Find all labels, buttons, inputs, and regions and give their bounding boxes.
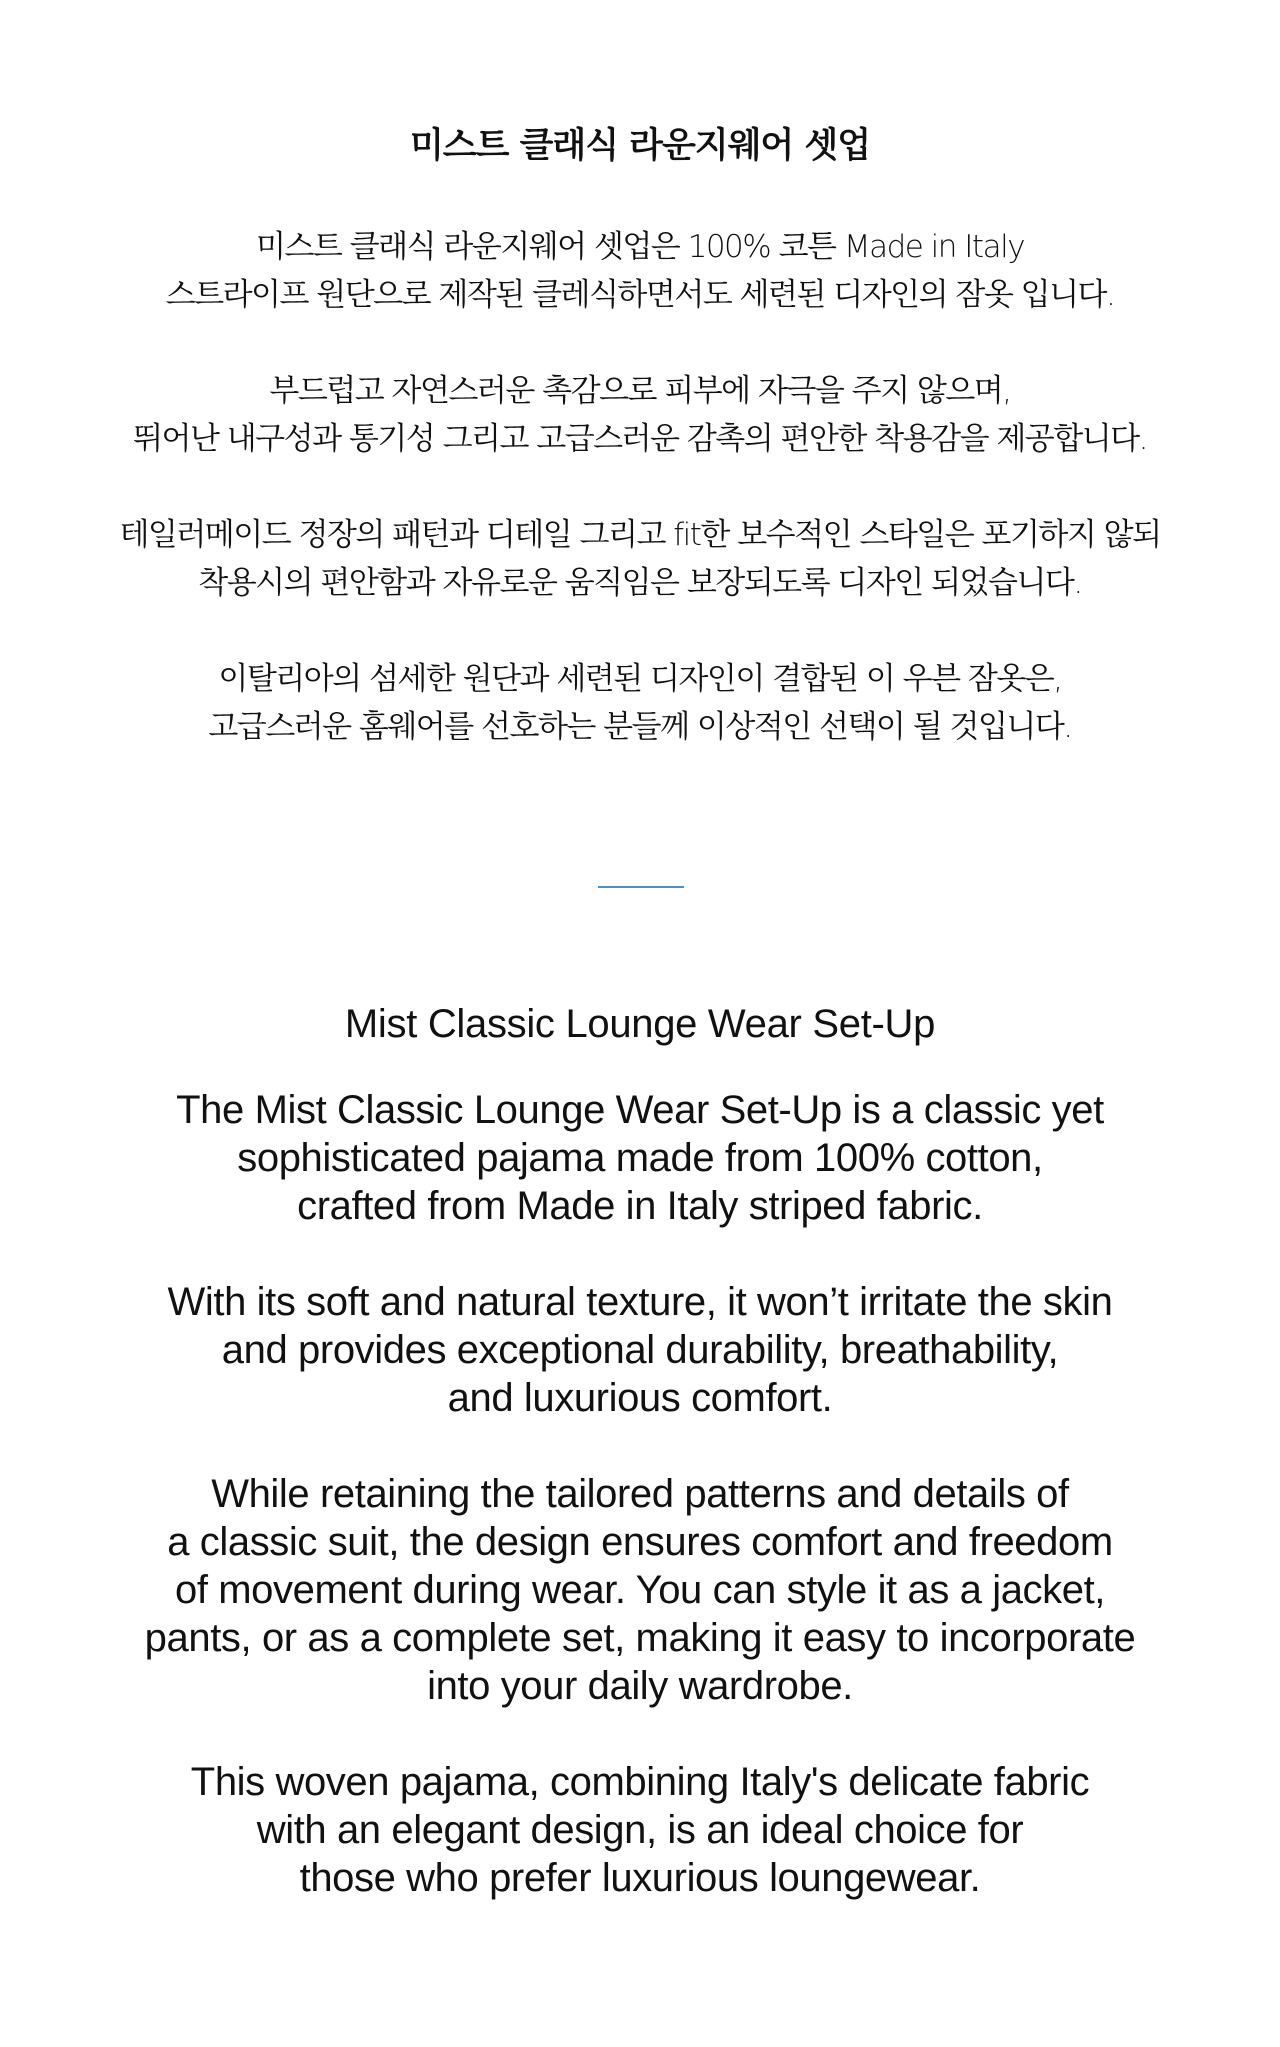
english-paragraph-1 [0,1086,1280,1230]
korean-title: 미스트 클래식 라운지웨어 셋업 [409,126,871,166]
english-paragraph-4-line-1: This woven pajama, combining Italy's delicate fabric [190,1760,1090,1804]
korean-paragraph-3 [0,511,1280,607]
korean-paragraph-4-line-2: 고급스러운 홈웨어를 선호하는 분들께 이상적인 선택이 될 것입니다. [208,709,1072,745]
english-paragraph-4-line-3: those who prefer luxurious loungewear. [299,1856,981,1900]
english-paragraph-3-line-4: pants, or as a complete set, making it easy to incorporate [144,1616,1136,1660]
english-paragraph-3 [0,1470,1280,1710]
korean-description-section [0,118,1280,799]
korean-paragraph-2-line-2: 뛰어난 내구성과 통기성 그리고 고급스러운 감촉의 편안한 착용감을 제공합니다. [133,421,1147,457]
english-paragraph-3-line-1: While retaining the tailored patterns and details of [211,1472,1069,1516]
korean-paragraph-4-line-1: 이탈리아의 섬세한 원단과 세련된 디자인이 결합된 이 우븐 잠옷은, [218,661,1062,697]
korean-paragraph-1 [0,223,1280,319]
english-paragraph-4 [0,1758,1280,1902]
english-paragraph-4-line-2: with an elegant design, is an ideal choice for [256,1808,1024,1852]
english-title: Mist Classic Lounge Wear Set-Up [344,1002,936,1046]
english-paragraph-3-line-5: into your daily wardrobe. [427,1664,853,1708]
korean-paragraph-1-line-1: 미스트 클래식 라운지웨어 셋업은 100% 코튼 Made in Italy [255,229,1025,265]
english-description-section [0,996,1280,1950]
english-paragraph-3-line-3: of movement during wear. You can style it as a jacket, [174,1568,1106,1612]
english-paragraph-2-line-3: and luxurious comfort. [447,1376,833,1420]
english-paragraph-1-line-1: The Mist Classic Lounge Wear Set-Up is a classic yet [176,1088,1104,1132]
english-paragraph-1-line-2: sophisticated pajama made from 100% cotton, [237,1136,1043,1180]
korean-paragraph-1-line-2: 스트라이프 원단으로 제작된 클레식하면서도 세련된 디자인의 잠옷 입니다. [165,277,1115,313]
english-paragraph-2-line-1: With its soft and natural texture, it won’t irritate the skin [167,1280,1113,1324]
english-paragraph-1-line-3: crafted from Made in Italy striped fabric. [297,1184,983,1228]
english-paragraph-2-line-2: and provides exceptional durability, breathability, [221,1328,1059,1372]
english-paragraph-2 [0,1278,1280,1422]
korean-paragraph-3-line-2: 착용시의 편안함과 자유로운 움직임은 보장되도록 디자인 되었습니다. [198,565,1082,601]
korean-paragraph-2-line-1: 부드럽고 자연스러운 촉감으로 피부에 자극을 주지 않으며, [269,373,1011,409]
korean-paragraph-2 [0,367,1280,463]
korean-paragraph-4 [0,655,1280,751]
korean-paragraph-3-line-1: 테일러메이드 정장의 패턴과 디테일 그리고 fit한 보수적인 스타일은 포기하지 않되 [119,517,1161,553]
english-paragraph-3-line-2: a classic suit, the design ensures comfort and freedom [167,1520,1113,1564]
section-divider [598,886,684,888]
